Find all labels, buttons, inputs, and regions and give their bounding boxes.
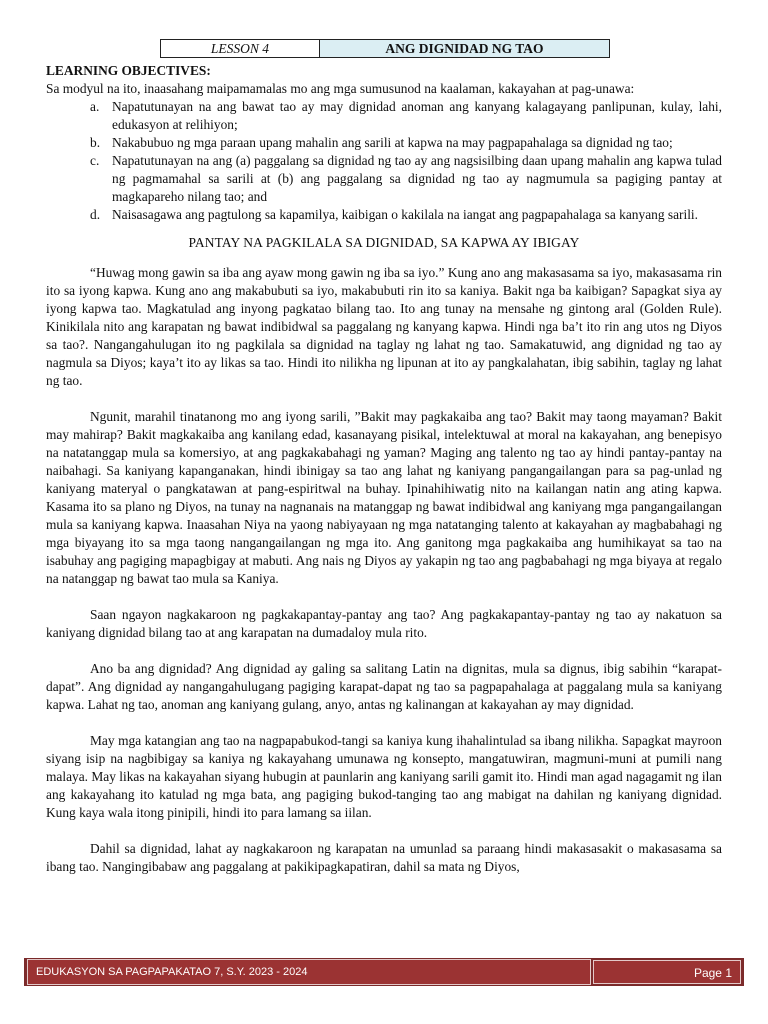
objective-text: Napatutunayan na ang bawat tao ay may dignidad anoman ang kanyang kalagayang panlipunan, kulay, lahi, edukasyon at relihiyon; <box>112 99 722 132</box>
section-title: PANTAY NA PAGKILALA SA DIGNIDAD, SA KAPWA AY IBIGAY <box>188 235 580 250</box>
paragraph: Ano ba ang dignidad? Ang dignidad ay galing sa salitang Latin na dignitas, mula sa dignus, ibig sabihin “karapat-dapat”. Ang dignidad ay nangangahulugang pagiging karapat-dapat ng tao sa pagpapahalaga at paggalang mula sa kaniyang kapwa. Lahat ng tao, anoman ang kaniyang gulang, anyo, antas ng kalinangan at kakayahan ay may dignidad. <box>46 661 722 712</box>
objective-marker: b. <box>90 135 101 150</box>
document-body <box>46 62 722 894</box>
paragraph: “Huwag mong gawin sa iba ang ayaw mong gawin ng iba sa iyo.” Kung ano ang makasasama sa iyo, makasasama rin ito sa iyong kapwa. Kung ano ang makabubuti sa iyo, makabubuti rin ito sa kaniya. Bakit nga ba kaibigan? Sapagkat siya ay iyong kapwa tao. Magkatulad ang inyong pagkatao bilang tao. Ito ang tunay na mensahe ng gintong aral (Golden Rule). Kinikilala nito ang karapatan ng bawat indibidwal sa paggalang ng kanyang kapwa. Hindi nga ba’t ito rin ang utos ng Diyos sa tao?. Nangangahulugan ito ng pagkilala sa dignidad na taglay ng lahat ng tao. Samakatuwid, ang dignidad ng tao ay nagmula sa Diyos; kaya’t ito ay likas sa tao. Hindi ito nilikha ng lipunan at ito ay pangkalahatan, ibig sabihin, taglay ng lahat ng tao. <box>46 265 722 388</box>
objective-text: Naisasagawa ang pagtulong sa kapamilya, kaibigan o kakilala na iangat ang pagpapahalaga sa kanyang sarili. <box>112 207 698 222</box>
objective-text: Nakabubuo ng mga paraan upang mahalin ang sarili at kapwa na may pagpapahalaga sa dignidad ng tao; <box>112 135 673 150</box>
objective-text: Napatutunayan na ang (a) paggalang sa dignidad ng tao ay ang nagsisilbing daan upang mahalin ang kapwa tulad ng pagmamahal sa sarili at (b) ang paggalang sa dignidad ng tao ay nagmumula sa pagiging pantay at magkapareho nilang tao; and <box>112 153 722 204</box>
page-footer <box>24 958 744 986</box>
lesson-header-box <box>160 39 610 58</box>
objective-item <box>46 206 722 224</box>
objective-item <box>46 152 722 206</box>
lesson-number: LESSON 4 <box>161 40 320 57</box>
objective-item <box>46 134 722 152</box>
objective-marker: d. <box>90 207 101 222</box>
paragraph: May mga katangian ang tao na nagpapabukod-tangi sa kaniya kung ihahalintulad sa ibang nilikha. Sapagkat mayroon siyang isip na nagbibigay sa kaniya ng kakayahang umunawa ng konsepto, mangatuwiran, magmuni-muni at pumili nang malaya. May likas na kakayahan siyang hubugin at paunlarin ang kaniyang sarili gamit ito. Hindi man agad nagagamit ng ilan ang kakayahang ito katulad ng mga bata, ang pagiging bukod-tanging tao ang mabigat na dahilan ng kaniyang dignidad. Kung kaya wala itong pinipili, hindi ito para lamang sa iilan. <box>46 733 722 820</box>
objective-marker: a. <box>90 99 100 114</box>
objectives-heading: LEARNING OBJECTIVES: <box>46 63 211 78</box>
objectives-list <box>46 98 722 224</box>
footer-page-number: Page 1 <box>593 960 741 984</box>
objectives-intro: Sa modyul na ito, inaasahang maipamamalas mo ang mga sumusunod na kaalaman, kakayahan at pag-unawa: <box>46 81 635 96</box>
objective-marker: c. <box>90 153 100 168</box>
paragraph: Dahil sa dignidad, lahat ay nagkakaroon ng karapatan na umunlad sa paraang hindi makasasakit o makasasama sa ibang tao. Nangingibabaw ang paggalang at pakikipagkapatiran, dahil sa mata ng Diyos, <box>46 841 722 874</box>
objective-item <box>46 98 722 134</box>
footer-course-label: EDUKASYON SA PAGPAPAKATAO 7, S.Y. 2023 - 2024 <box>27 959 591 985</box>
lesson-title: ANG DIGNIDAD NG TAO <box>320 40 609 57</box>
paragraph: Saan ngayon nagkakaroon ng pagkakapantay-pantay ang tao? Ang pagkakapantay-pantay ng tao ay nakatuon sa kaniyang dignidad bilang tao at ang karapatan na dumadaloy mula rito. <box>46 607 722 640</box>
paragraph: Ngunit, marahil tinatanong mo ang iyong sarili, ”Bakit may pagkakaiba ang tao? Bakit may taong mayaman? Bakit may mahirap? Bakit magkakaiba ang kanilang edad, kasanayang pisikal, intelektuwal at moral na kakayahan, ang benepisyo na natatanggap mula sa komersiyo, at ang pagkakabahagi ng yaman? Maging ang talento ng tao ay hindi pantay-pantay na naibahagi. Sa kaniyang kapanganakan, hindi ibinigay sa tao ang lahat ng kaniyang pangangailangan para sa pag-unlad ng kaniyang materyal o pangkatawan at pang-espiritwal na buhay. Ipinahihiwatig nito na kailangan natin ang ating kapwa. Kasama ito sa plano ng Diyos, na tunay na nagnanais na matanggap ng bawat indibidwal ang kaniyang mga pangangailangan mula sa kaniyang kapwa. Inaasahan Niya na yaong nabiyayaan ng mga natatanging talento at kakayahan ay magbabahagi ng mga biyayang ito sa mga taong nangangailangan ng mga ito. Ang ganitong mga pagkakaiba ang humihikayat sa tao na isabuhay ang pagiging mapagbigay at mabuti. Ang nais ng Diyos ay yakapin ng tao ang pagbabahagi ng mga biyaya at regalo na natanggap ng bawat tao mula sa Kaniya. <box>46 409 722 586</box>
